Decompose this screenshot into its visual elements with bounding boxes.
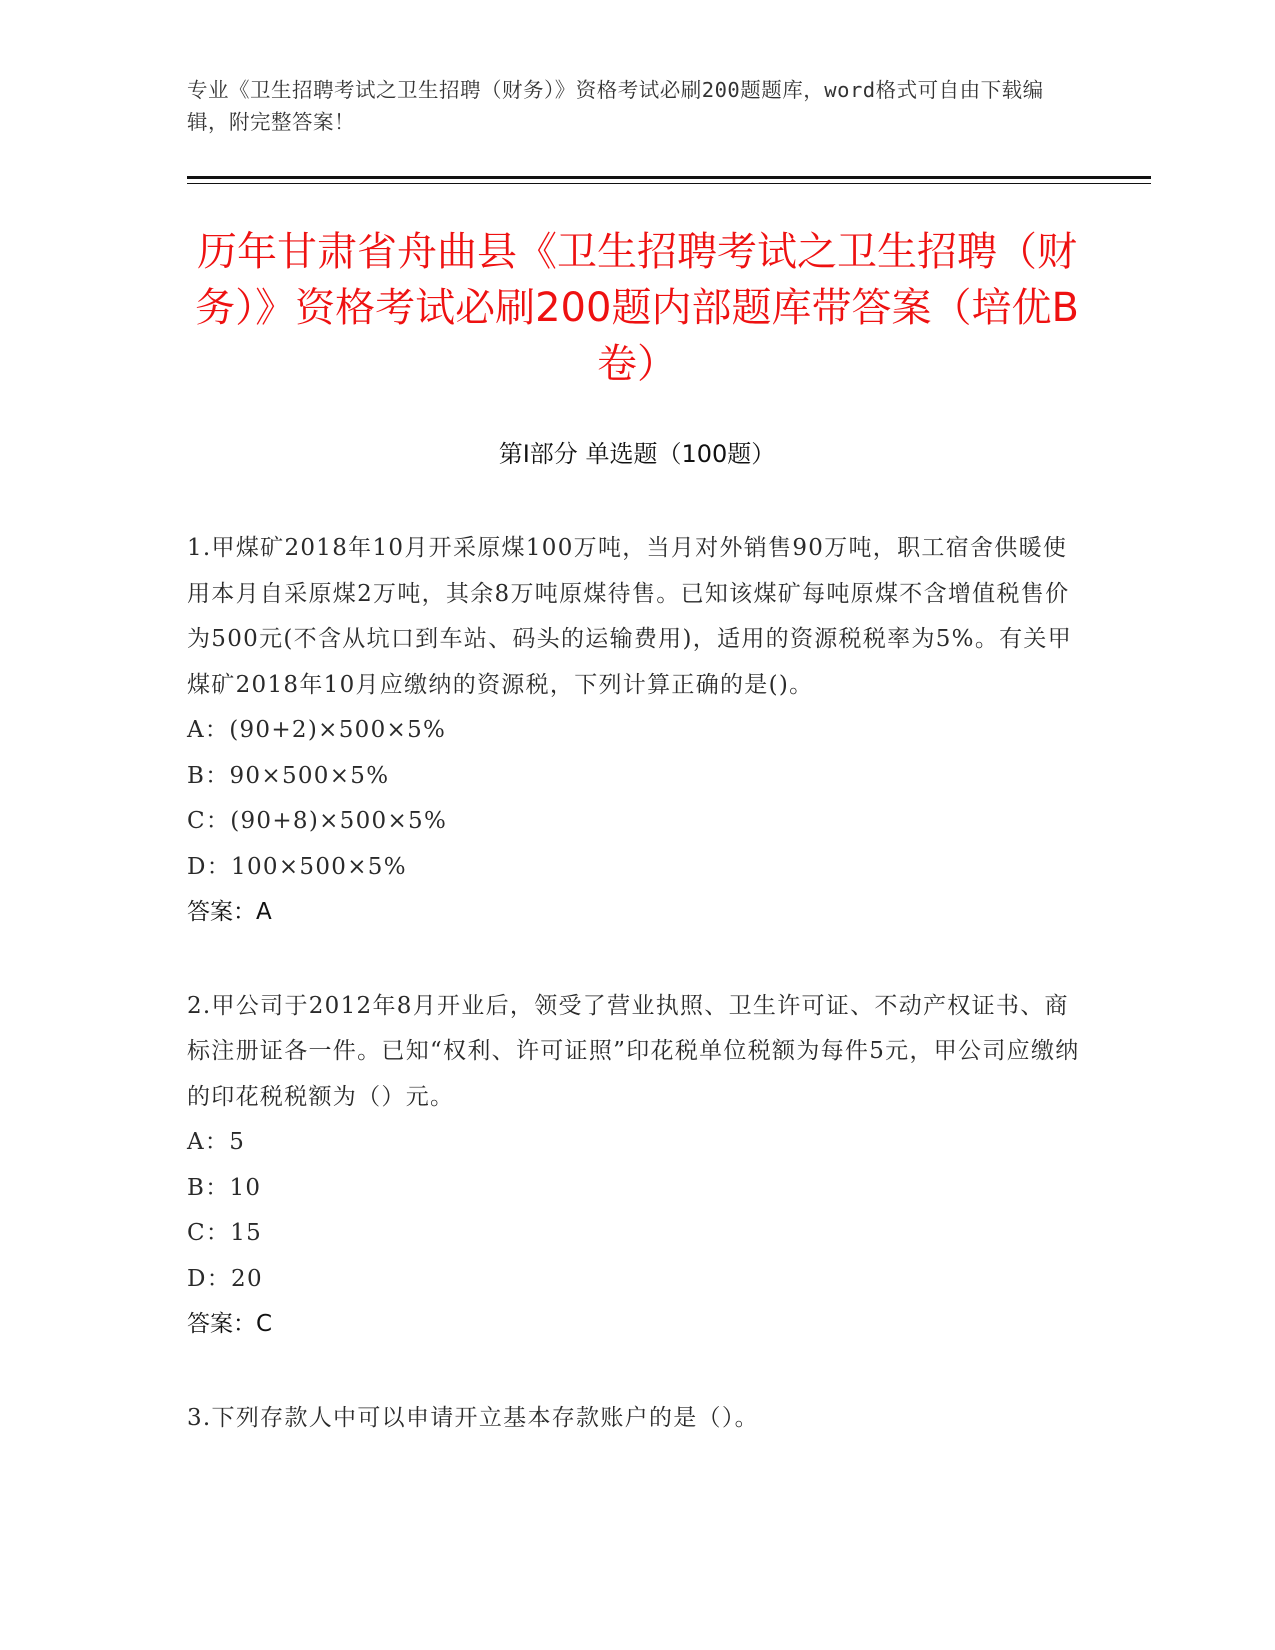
- question-3: [187, 1396, 1087, 1442]
- section-heading: 第Ⅰ部分 单选题（100题）: [498, 440, 776, 468]
- header-divider-thick: [187, 176, 1151, 179]
- question-stem: 1.甲煤矿2018年10月开采原煤100万吨，当月对外销售90万吨，职工宿舍供暖使用本月自采原煤2万吨，其余8万吨原煤待售。已知该煤矿每吨原煤不含增值税售价为500元(不含从坑口到车站、码头的运输费用)，适用的资源税税率为5%。有关甲煤矿2018年10月应缴纳的资源税，下列计算正确的是()。: [187, 535, 1073, 698]
- answer: 答案：C: [187, 1311, 273, 1337]
- option-a: A：(90+2)×500×5%: [187, 717, 447, 743]
- option-b: B：10: [187, 1174, 262, 1201]
- option-c: C：(90+8)×500×5%: [187, 808, 448, 834]
- header-note: 专业《卫生招聘考试之卫生招聘（财务）》资格考试必刷200题题库，word格式可自由下载编辑，附完整答案！: [187, 78, 1044, 134]
- question-stem: 3.下列存款人中可以申请开立基本存款账户的是（）。: [187, 1404, 759, 1431]
- document-title: 历年甘肃省舟曲县《卫生招聘考试之卫生招聘（财务）》资格考试必刷200题内部题库带答案（培优B卷）: [195, 229, 1079, 387]
- question-list: [187, 526, 1087, 1489]
- option-b: B：90×500×5%: [187, 762, 390, 789]
- option-a: A：5: [187, 1129, 246, 1155]
- header-divider-thin: [187, 183, 1151, 184]
- option-d: D：100×500×5%: [187, 853, 407, 880]
- option-c: C：15: [187, 1220, 263, 1246]
- question-2: [187, 984, 1087, 1348]
- question-stem: 2.甲公司于2012年8月开业后，领受了营业执照、卫生许可证、不动产权证书、商标注册证各一件。已知“权利、许可证照”印花税单位税额为每件5元，甲公司应缴纳的印花税税额为（）元。: [187, 992, 1080, 1110]
- answer: 答案：A: [187, 899, 272, 925]
- option-d: D：20: [187, 1265, 263, 1292]
- question-1: [187, 526, 1087, 936]
